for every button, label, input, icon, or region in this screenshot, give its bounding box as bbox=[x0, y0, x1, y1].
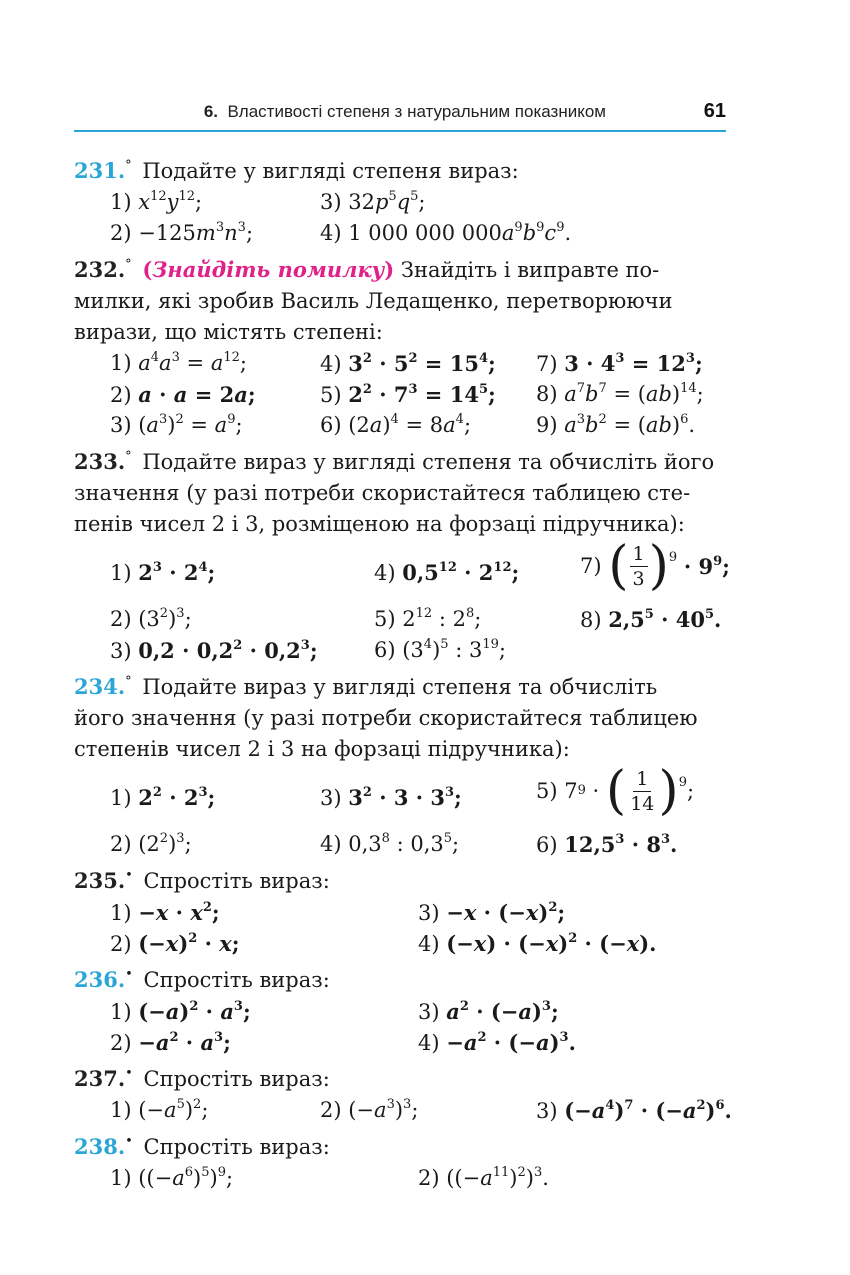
exercise-item: $3) -x \cdot (-x)^2$; bbox=[418, 900, 566, 925]
exercise-item: 3) $32p^5q^5$; bbox=[320, 189, 426, 214]
problem-238 bbox=[74, 1126, 726, 1163]
difficulty-mark: • bbox=[125, 1134, 133, 1149]
exercise-item: 2) $((-a^{11})^2)^3$. bbox=[418, 1165, 549, 1190]
exercise-row bbox=[74, 1027, 726, 1058]
exercise-item: 4) $(-x) \cdot (-x)^2 \cdot (-x)$. bbox=[418, 931, 657, 956]
exercise-item: 3) $(-a^4)^7 \cdot (-a^2)^6$. bbox=[536, 1098, 732, 1123]
exercise-item: 3) $(a^3)^2 = a^9$; bbox=[110, 412, 243, 437]
problem-text: Спростіть вираз: bbox=[143, 1067, 330, 1091]
exercise-item: 1) $2^3 \cdot 2^4$; bbox=[110, 560, 216, 585]
exercise-item: 4) $0,3^8$ : $0,3^5$; bbox=[320, 831, 460, 856]
exercise-row bbox=[74, 829, 726, 860]
difficulty-mark: • bbox=[125, 967, 133, 982]
exercise-item: 6) $12,5^3 \cdot 8^3$. bbox=[536, 832, 678, 857]
problem-237 bbox=[74, 1058, 726, 1095]
problem-text: Подайте вираз у вигляді степеня та обчисліть його bbox=[142, 450, 715, 474]
exercise-row bbox=[74, 379, 726, 410]
exercise-row bbox=[74, 1163, 726, 1194]
exercise-row bbox=[74, 761, 726, 829]
exercise-item: 1) $a^4a^3 = a^{12}$; bbox=[110, 350, 247, 375]
exercise-item: 8) $2,5^5 \cdot 40^5$. bbox=[580, 607, 722, 632]
problem-235 bbox=[74, 860, 726, 897]
difficulty-mark: ° bbox=[125, 158, 132, 173]
exercise-item: $2) -125m^3n^3$; bbox=[110, 220, 254, 245]
exercise-item: 3) $a^2 \cdot (-a)^3$; bbox=[418, 999, 559, 1024]
problem-number: 234. bbox=[74, 674, 126, 699]
problem-text: степенів чисел 2 і 3 на форзаці підручника): bbox=[74, 737, 570, 761]
exercise-item: 1) $((-a^6)^5)^9$; bbox=[110, 1165, 234, 1190]
problem-number: 236. bbox=[74, 967, 126, 992]
exercise-item: 6) $(2a)^4 = 8a^4$; bbox=[320, 412, 472, 437]
page-content bbox=[74, 150, 732, 1194]
exercise-item: 6) $(3^4)^5$ : $3^{19}$; bbox=[374, 637, 506, 662]
exercise-item: 3) $0,2 \cdot 0,2^2 \cdot 0,2^3$; bbox=[110, 638, 318, 663]
problem-number: 231. bbox=[74, 158, 126, 183]
exercise-item: 5) $2^{12}$ : $2^8$; bbox=[374, 606, 482, 631]
problem-234 bbox=[74, 666, 726, 703]
difficulty-mark: ° bbox=[125, 674, 132, 689]
problem-232: 232.° (Знайдіть помилку) Знайдіть і виправте по- bbox=[74, 257, 660, 282]
problem-text: Подайте вираз у вигляді степеня та обчисліть bbox=[142, 675, 658, 699]
exercise-row bbox=[74, 928, 726, 959]
exercise-item: 4) 1 000 000 $000a^9b^9c^9$. bbox=[320, 220, 572, 245]
exercise-item: 4) $0,5^{12} \cdot 2^{12}$; bbox=[374, 560, 520, 585]
fraction: $\frac{1}{3}$ bbox=[630, 542, 648, 591]
problem-text: Спростіть вираз: bbox=[143, 1135, 330, 1159]
exercise-item: 2) a · a = 2a; bbox=[110, 382, 256, 407]
problem-number: 232. bbox=[74, 257, 126, 282]
page-number: 61 bbox=[703, 100, 726, 122]
problem-number: 237. bbox=[74, 1066, 126, 1091]
exercise-item: 9) $a^3b^2 = (ab)^6$. bbox=[536, 412, 696, 437]
difficulty-mark: • bbox=[125, 868, 133, 883]
problem-233 bbox=[74, 441, 726, 478]
problem-text: вирази, що містять степені: bbox=[74, 320, 383, 344]
exercise-item: 2) $(-a^3)^3$; bbox=[320, 1097, 419, 1122]
problem-text: його значення (у разі потреби скористайтеся таблицею bbox=[74, 706, 698, 730]
exercise-item: $1) -x \cdot x^2$; bbox=[110, 900, 220, 925]
exercise-row bbox=[74, 604, 726, 635]
exercise-item: 2) $(2^2)^3$; bbox=[110, 831, 192, 856]
problem-text: Спростіть вираз: bbox=[143, 869, 330, 893]
fraction: $\frac{1}{14}$ bbox=[630, 767, 655, 815]
exercise-row bbox=[74, 1095, 732, 1126]
exercise-row bbox=[74, 410, 726, 441]
exercise-item: 4) $3^2 \cdot 5^2 = 15^4$; bbox=[320, 351, 496, 376]
problem-number: 233. bbox=[74, 449, 126, 474]
exercise-item: 7) ( $\frac{1}{3}$ ) 9 · $9^9$; bbox=[580, 536, 730, 596]
difficulty-mark: • bbox=[125, 1066, 133, 1081]
exercise-item: $4) -a^2 \cdot (-a)^3$. bbox=[418, 1030, 576, 1055]
exercise-item: 7) $3 \cdot 4^3 = 12^3$; bbox=[536, 351, 703, 376]
exercise-row bbox=[74, 996, 726, 1027]
exercise-row bbox=[74, 897, 726, 928]
problem-number: 238. bbox=[74, 1134, 126, 1159]
exercise-item: $2) -a^2 \cdot a^3$; bbox=[110, 1030, 231, 1055]
difficulty-mark: ° bbox=[125, 257, 132, 272]
page-header bbox=[74, 100, 726, 132]
problem-number: 235. bbox=[74, 868, 126, 893]
problem-text: Спростіть вираз: bbox=[143, 968, 330, 992]
exercise-item: 2) $(-x)^2 \cdot x$; bbox=[110, 931, 240, 956]
problem-236 bbox=[74, 959, 726, 996]
problem-text: Подайте у вигляді степеня вираз: bbox=[142, 159, 519, 183]
problem-text: милки, які зробив Василь Ледащенко, перетворюючи bbox=[74, 289, 673, 313]
exercise-item: 2) $(3^2)^3$; bbox=[110, 606, 192, 631]
exercise-item: 1) $x^{12}y^{12}$; bbox=[110, 189, 203, 214]
exercise-item: 3) $3^2 \cdot 3 \cdot 3^3$; bbox=[320, 785, 462, 810]
exercise-item: 1) $(-a^5)^2$; bbox=[110, 1097, 209, 1122]
exercise-item: 5) 7 9 · ( $\frac{1}{14}$ ) 9 ; bbox=[536, 761, 695, 821]
exercise-item: 1) $(-a)^2 \cdot a^3$; bbox=[110, 999, 251, 1024]
problem-text: пенів чисел 2 і 3, розміщеною на форзаці підручника): bbox=[74, 512, 685, 536]
exercise-row bbox=[74, 348, 726, 379]
problem-231 bbox=[74, 150, 726, 187]
exercise-row bbox=[74, 218, 726, 249]
exercise-item: 5) $2^2 \cdot 7^3 = 14^5$; bbox=[320, 382, 496, 407]
exercise-item: 8) $a^7b^7 = (ab)^{14}$; bbox=[536, 381, 704, 406]
problem-text: значення (у разі потреби скористайтеся таблицею сте- bbox=[74, 481, 691, 505]
exercise-row bbox=[74, 536, 730, 604]
problem-tag: Знайдіть помилку bbox=[152, 257, 385, 282]
difficulty-mark: ° bbox=[125, 449, 132, 464]
problem-text: Знайдіть і виправте по- bbox=[400, 258, 660, 282]
exercise-row bbox=[74, 635, 726, 666]
exercise-row bbox=[74, 187, 726, 218]
chapter-title: 6. Властивості степеня з натуральним показником bbox=[203, 102, 606, 121]
exercise-item: 1) $2^2 \cdot 2^3$; bbox=[110, 785, 216, 810]
